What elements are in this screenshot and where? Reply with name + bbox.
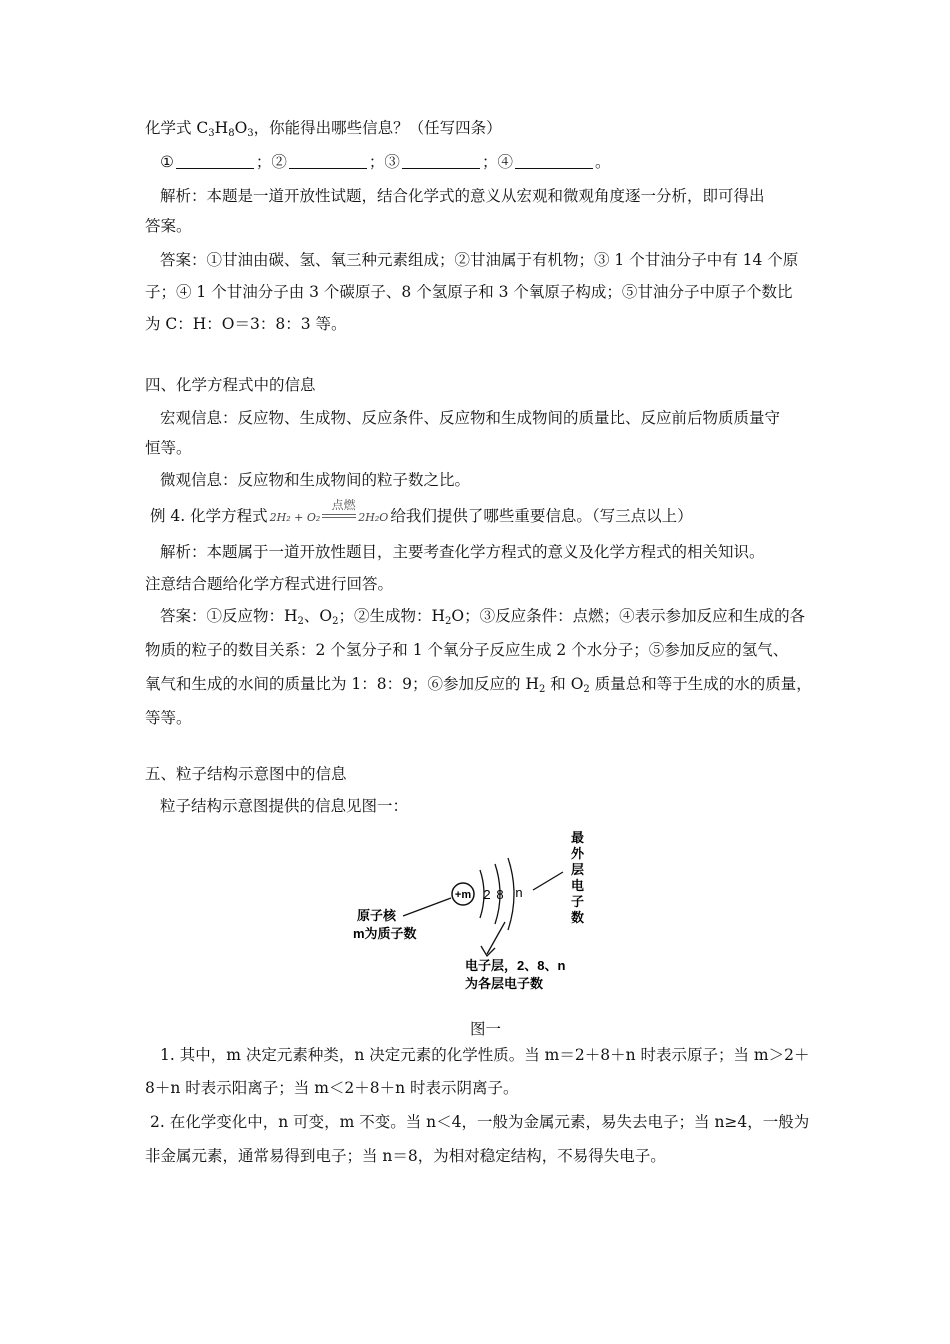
point2-line1: 2. 在化学变化中，n 可变，m 不变。当 n＜4，一般为金属元素，易失去电子；当 n≥4，一般为 xyxy=(150,1113,810,1131)
subscript: 3 xyxy=(208,128,215,139)
point1-line1: 1. 其中，m 决定元素种类，n 决定元素的化学性质。当 m＝2＋8＋n 时表示原子；当 m＞2＋ xyxy=(160,1046,810,1064)
blank-1 xyxy=(176,154,254,169)
section4-macro2: 恒等。 xyxy=(145,439,192,457)
nucleus-label: +m xyxy=(454,889,472,901)
nucleus-caption: 原子核 xyxy=(357,908,397,923)
vertical-char: 数 xyxy=(571,910,585,925)
subscript: 2 xyxy=(445,616,452,627)
subscript: 2 xyxy=(583,684,590,695)
answer4-text: 氧气和生成的水间的质量比为 1：8：9；⑥参加反应的 H xyxy=(145,675,539,693)
example4 xyxy=(150,498,693,528)
shell-caption-1: 电子层，2、8、n xyxy=(465,958,566,973)
vertical-char: 电 xyxy=(571,878,585,893)
answer4-line2: 物质的粒子的数目关系：2 个氢分子和 1 个氧分子反应生成 2 个水分子；⑤参加反应的氢气、 xyxy=(145,641,789,659)
blank-end: 。 xyxy=(594,153,611,171)
example4-pre: 例 4. 化学方程式 xyxy=(150,507,268,525)
subscript: 2 xyxy=(297,616,304,627)
shell-pointer-line xyxy=(487,922,505,954)
subscript: 2 xyxy=(332,616,339,627)
vertical-char: 层 xyxy=(571,862,585,877)
section5-intro: 粒子结构示意图提供的信息见图一： xyxy=(160,797,409,815)
shell-3-count: n xyxy=(515,885,523,900)
answer4-line1 xyxy=(160,606,805,626)
analysis1-line2: 答案。 xyxy=(145,217,192,235)
shell-2-count: 8 xyxy=(496,887,504,902)
subscript: 2 xyxy=(538,684,546,695)
shell-arc-3 xyxy=(508,858,514,930)
q-text: O xyxy=(234,119,248,137)
particle-structure-diagram xyxy=(345,822,605,997)
answer4-text: ；②生成物：H xyxy=(338,607,446,625)
answer4-text: 、O xyxy=(303,607,333,625)
equation-condition: 点燃 xyxy=(331,498,356,512)
shell-1-count: 2 xyxy=(483,887,491,902)
shell-caption-2: 为各层电子数 xyxy=(465,976,544,991)
analysis4-line1: 解析：本题属于一道开放性题目，主要考查化学方程式的意义及化学方程式的相关知识。 xyxy=(160,543,765,561)
equation-right: 2H₂O xyxy=(358,511,389,524)
blank-2 xyxy=(289,154,367,169)
chemical-equation xyxy=(269,498,389,528)
section4-macro1: 宏观信息：反应物、生成物、反应条件、反应物和生成物间的质量比、反应前后物质质量守 xyxy=(160,409,781,427)
vertical-char: 最 xyxy=(571,830,585,845)
q-text: H xyxy=(214,119,229,137)
outer-shell-pointer xyxy=(533,872,563,890)
answer4-text: 质量总和等于生成的水的质量， xyxy=(589,675,812,693)
figure-caption: 图一 xyxy=(470,1020,502,1038)
analysis4-line2: 注意结合题给化学方程式进行回答。 xyxy=(145,575,394,593)
nucleus-pointer xyxy=(403,898,451,916)
vertical-char: 外 xyxy=(571,846,585,861)
analysis1-line1: 解析：本题是一道开放性试题，结合化学式的意义从宏观和微观角度逐一分析，即可得出 xyxy=(160,187,765,205)
subscript: 8 xyxy=(228,128,235,139)
blank-label-1: ① xyxy=(160,153,174,171)
answer1-line1: 答案：①甘油由碳、氢、氧三种元素组成；②甘油属于有机物；③ 1 个甘油分子中有 14 个原 xyxy=(160,251,799,269)
proton-caption: m为质子数 xyxy=(353,926,417,941)
answer4-text: 和 O xyxy=(545,675,584,693)
answer4-line3 xyxy=(145,674,812,694)
blank-label-2: ；② xyxy=(255,153,287,171)
answer4-text: O；③反应条件：点燃；④表示参加反应和生成的各 xyxy=(451,607,806,625)
blank-3 xyxy=(402,154,480,169)
answer1-line2: 子；④ 1 个甘油分子由 3 个碳原子、8 个氢原子和 3 个氧原子构成；⑤甘油分子中原子个数比 xyxy=(145,283,793,301)
subscript: 3 xyxy=(247,128,254,139)
answer-blanks xyxy=(160,152,610,172)
outer-shell-label xyxy=(571,830,585,925)
point1-line2: 8＋n 时表示阳离子；当 m＜2＋8＋n 时表示阴离子。 xyxy=(145,1079,519,1097)
blank-label-4: ；④ xyxy=(481,153,513,171)
answer1-line3: 为 C：H：O＝3：8：3 等。 xyxy=(145,315,347,333)
section4-title: 四、化学方程式中的信息 xyxy=(145,376,316,394)
answer4-line4: 等等。 xyxy=(145,709,192,727)
example4-post: 给我们提供了哪些重要信息。（写三点以上） xyxy=(390,507,693,525)
point2-line2: 非金属元素，通常易得到电子；当 n＝8，为相对稳定结构，不易得失电子。 xyxy=(145,1147,666,1165)
q-text-post: ，你能得出哪些信息？（任写四条） xyxy=(253,119,502,137)
answer4-text: 答案：①反应物：H xyxy=(160,607,298,625)
question-intro xyxy=(145,118,502,138)
section4-micro: 微观信息：反应物和生成物间的粒子数之比。 xyxy=(160,471,471,489)
equation-left: 2H₂ + O₂ xyxy=(269,511,321,524)
q-text-pre: 化学式 C xyxy=(145,119,209,137)
blank-label-3: ；③ xyxy=(368,153,400,171)
section5-title: 五、粒子结构示意图中的信息 xyxy=(145,765,347,783)
vertical-char: 子 xyxy=(571,894,585,909)
blank-4 xyxy=(515,154,593,169)
